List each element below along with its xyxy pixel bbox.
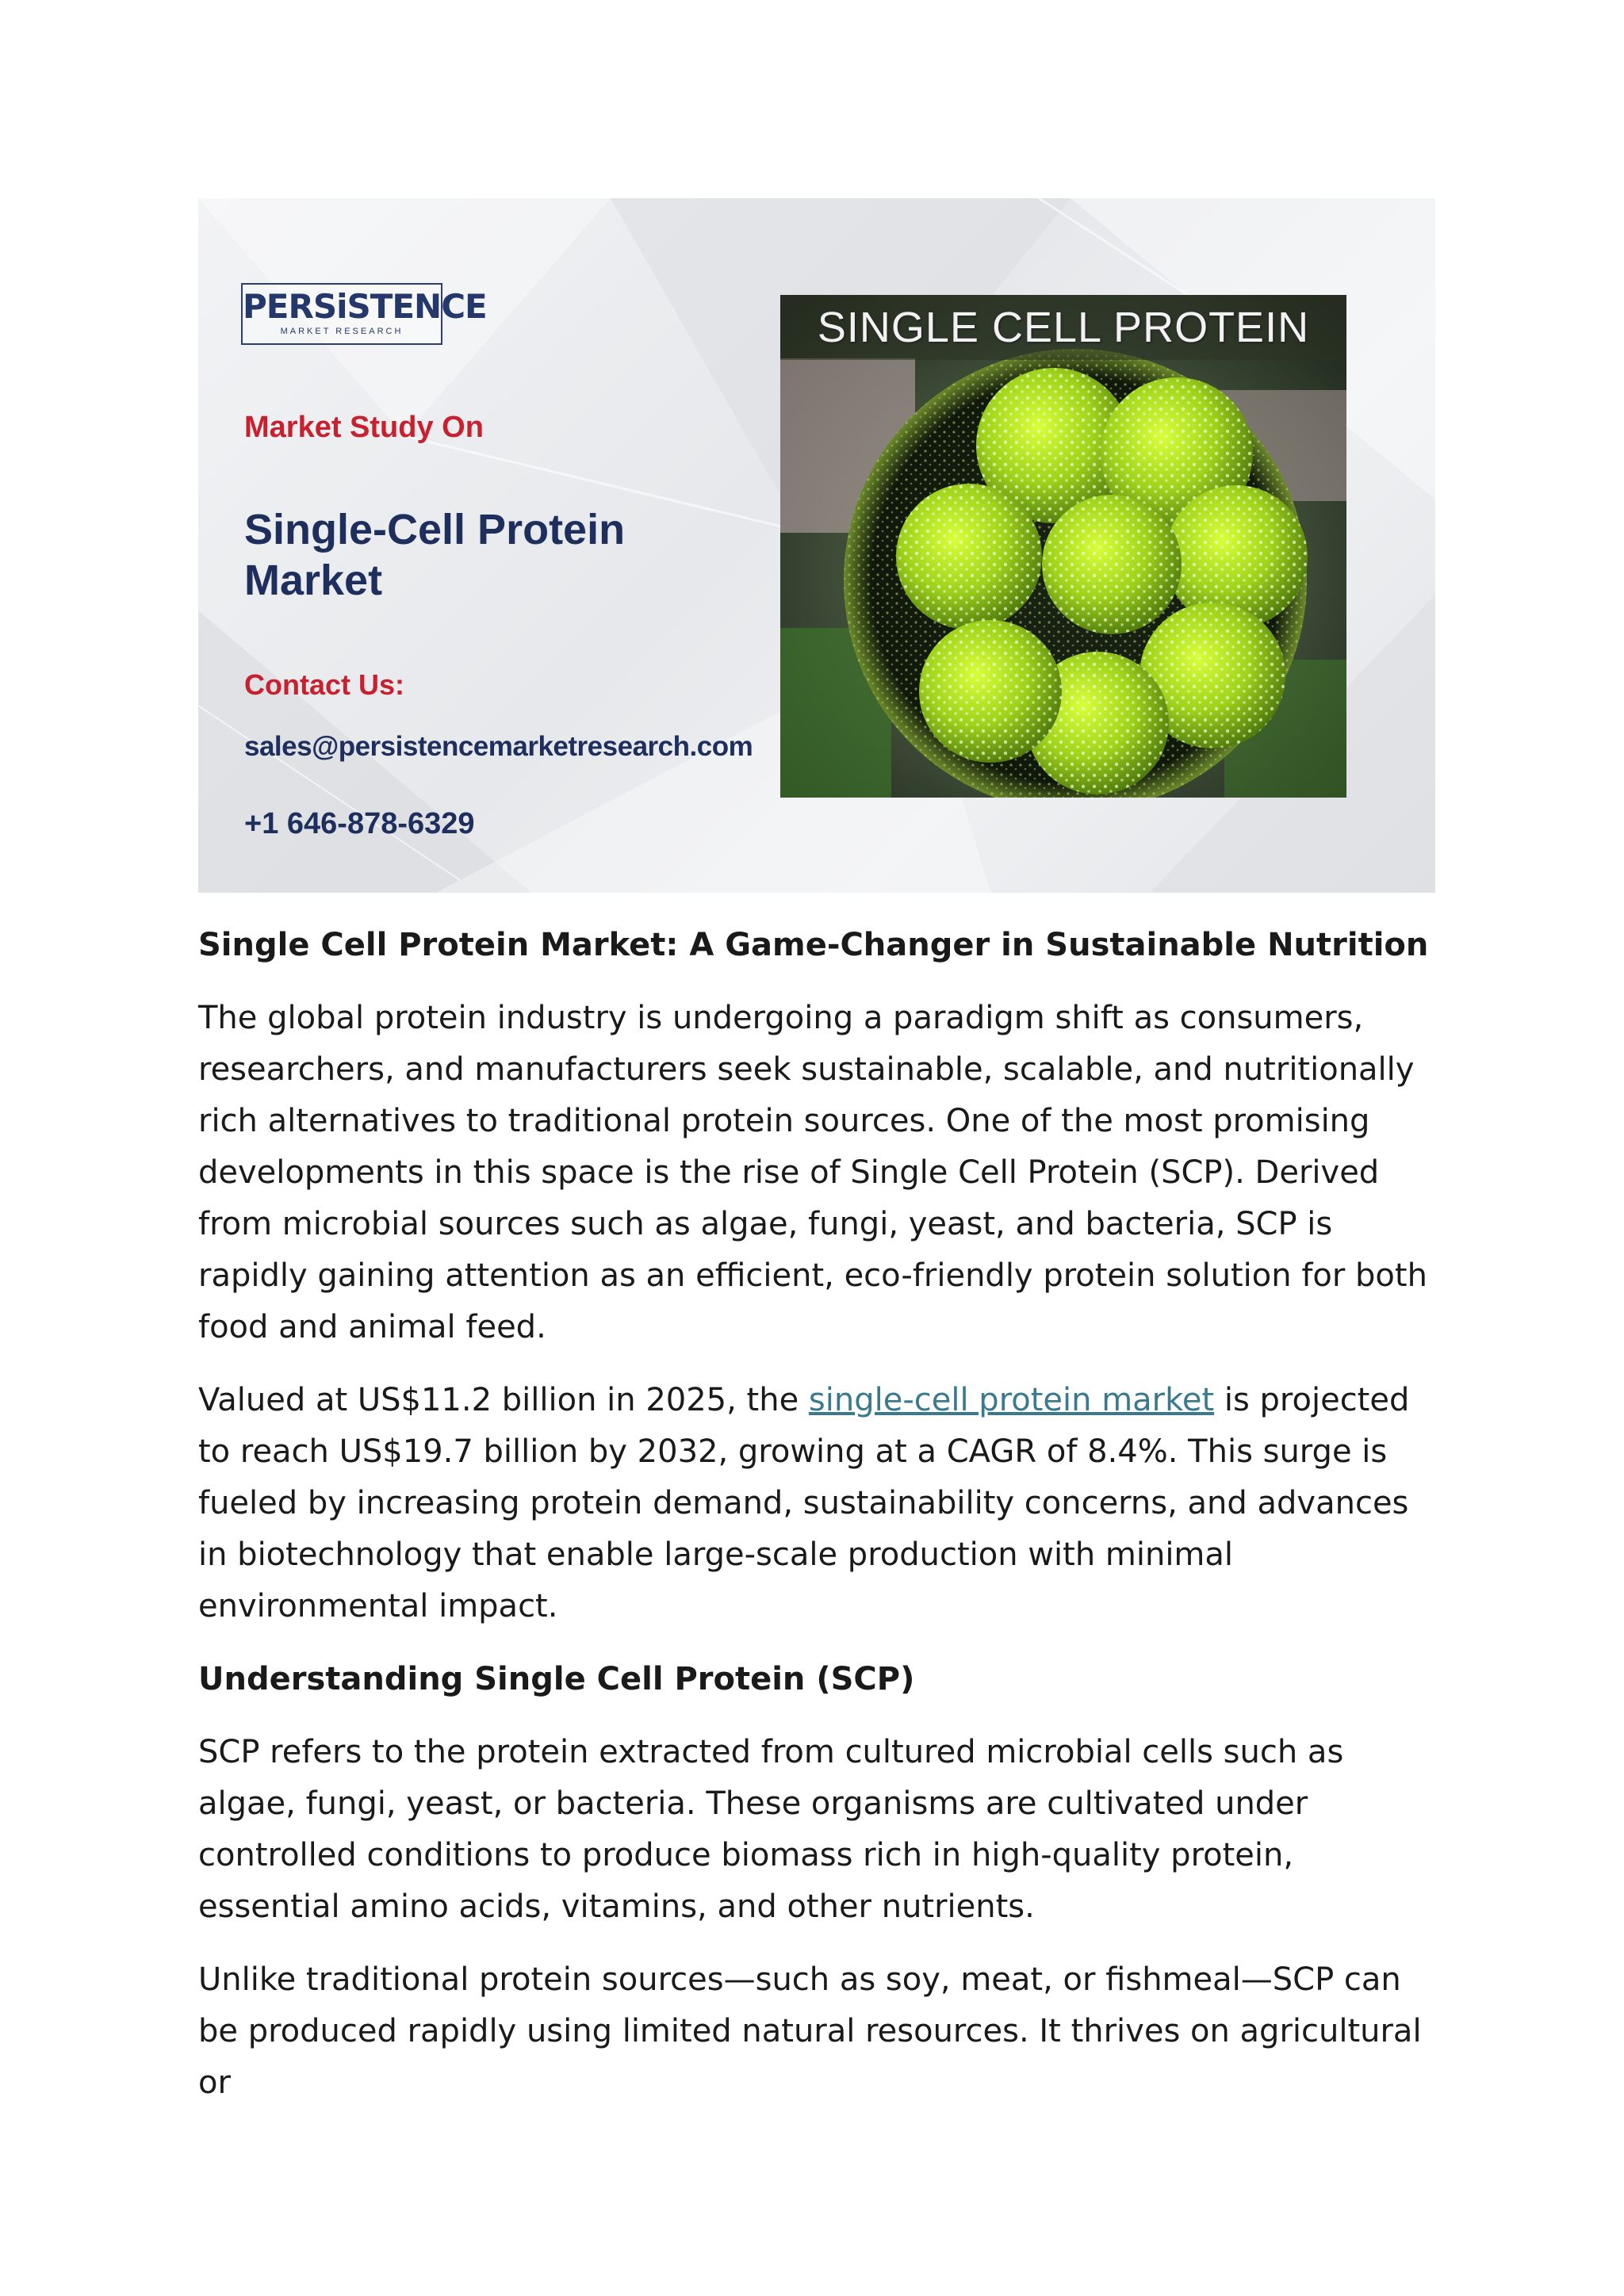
market-value-paragraph (198, 1375, 1443, 1632)
contact-phone[interactable]: +1 646-878-6329 (244, 807, 475, 840)
contact-label: Contact Us: (244, 668, 405, 701)
intro-paragraph: The global protein industry is undergoing a paradigm shift as consumers, researchers, and manufacturers seek sustainable, scalable, and nutritionally rich alternatives to traditional protein sources. One of the most promising developments in this space is the rise of Single Cell Protein (SCP). Derived from microbial sources such as algae, fungi, yeast, and bacteria, SCP is rapidly gaining attention as an efficient, eco-friendly protein solution for both food and animal feed. (198, 1000, 1427, 1345)
photo-caption: SINGLE CELL PROTEIN (817, 304, 1310, 351)
article-body (198, 920, 1443, 2109)
section-heading-understanding-scp: Understanding Single Cell Protein (SCP) (198, 1661, 915, 1697)
microscope-image (780, 295, 1346, 798)
single-cell-protein-photo (780, 295, 1346, 798)
contact-email[interactable]: sales@persistencemarketresearch.com (244, 731, 753, 762)
paragraph-text-after-link: is projected to reach US$19.7 billion by 2032, growing at a CAGR of 8.4%. This surge is fueled by increasing protein demand, sustainability concerns, and advances in biotechnology that enable large-scale production with minimal environmental impact. (198, 1382, 1410, 1624)
single-cell-protein-market-link[interactable]: single-cell protein market (808, 1382, 1215, 1418)
logo-wordmark: PERSiSTENCE (243, 287, 487, 326)
banner-title: Single-Cell Protein Market (244, 506, 626, 604)
persistence-logo (241, 283, 487, 345)
article-heading: Single Cell Protein Market: A Game-Changer in Sustainable Nutrition (198, 927, 1429, 963)
report-banner (198, 198, 1435, 893)
paragraph-text-before-link: Valued at US$11.2 billion in 2025, the (198, 1382, 809, 1418)
scp-definition-paragraph: SCP refers to the protein extracted from cultured microbial cells such as algae, fungi, yeast, or bacteria. These organisms are cultivated under controlled conditions to produce biomass rich in high-quality protein, essential amino acids, vitamins, and other nutrients. (198, 1734, 1344, 1925)
logo-subtitle: MARKET RESEARCH (280, 327, 404, 336)
market-study-label: Market Study On (244, 411, 484, 444)
scp-comparison-paragraph: Unlike traditional protein sources—such as soy, meat, or fishmeal—SCP can be produced rapidly using limited natural resources. It thrives on agricultural or (198, 1961, 1422, 2101)
